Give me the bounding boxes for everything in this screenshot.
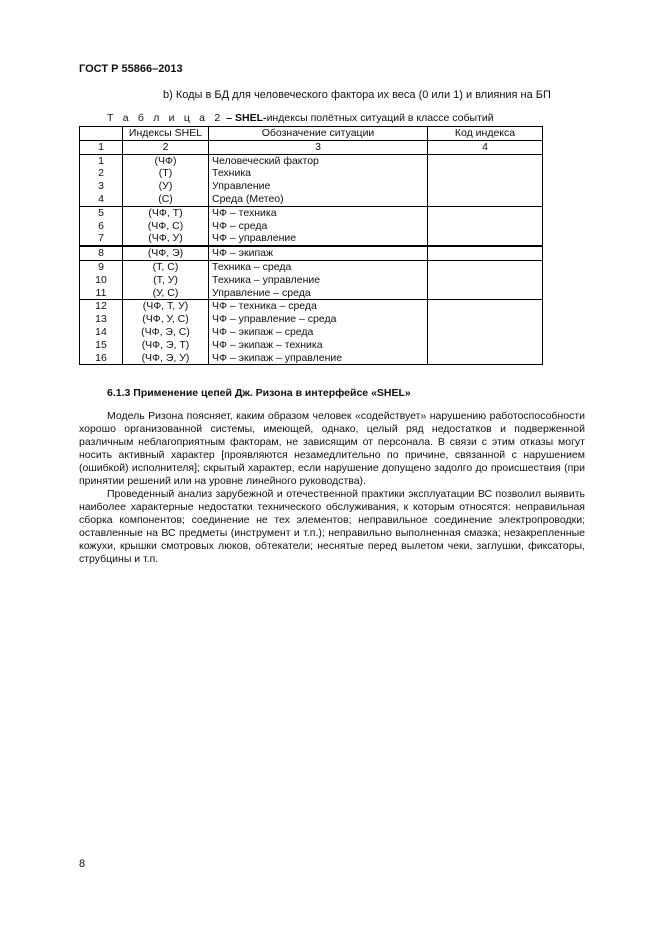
section-title: 6.1.3 Применение цепей Дж. Ризона в интерфейсе «SHEL» [107,387,411,399]
cell-line: ЧФ – экипаж – управление [212,351,343,364]
numbering-cell: 4 [428,140,543,154]
cell-line: 8 [98,247,104,260]
cell-line: 15 [95,338,107,351]
cell-line: (ЧФ, Э, С) [141,325,190,338]
cell-line: (Т, С) [152,260,179,273]
row-code-cell [428,260,543,299]
cell-line: ЧФ – экипаж [212,247,274,260]
table-row [80,246,543,260]
cell-line: 11 [95,286,107,299]
row-situations-cell [209,260,428,299]
row-situations-cell [209,246,428,260]
row-indexes-cell [123,206,209,246]
cell-line: Техника – среда [212,260,292,273]
table-caption-rest: индексы полётных ситуаций в классе событий [266,112,494,124]
cell-line: (ЧФ, У, С) [142,313,189,326]
table-caption [107,112,494,124]
row-situations-cell [209,206,428,246]
cell-line: ЧФ – среда [212,219,268,232]
cell-line: 2 [98,167,104,180]
cell-line: ЧФ – экипаж – техника [212,338,323,351]
cell-line: 12 [95,300,107,313]
cell-line: 1 [98,154,104,167]
cell-line: (Т) [158,167,173,180]
table-caption-prefix: Т а б л и ц а 2 [107,112,224,124]
document-header: ГОСТ Р 55866–2013 [79,63,183,75]
cell-line: 6 [98,219,104,232]
row-numbers-cell [80,300,123,365]
table-row [80,206,543,246]
cell-line: Человеческий фактор [212,154,319,167]
cell-line: 10 [95,273,107,286]
numbering-cell: 2 [123,140,209,154]
table-header-row [80,127,543,141]
cell-line: (ЧФ, У) [148,232,183,245]
cell-line: (Т, У) [153,273,178,286]
page-number: 8 [79,858,86,870]
table-row [80,154,543,206]
header-cell-situation: Обозначение ситуации [209,127,428,141]
cell-line: 16 [95,351,107,364]
paragraph-maintenance-analysis: Проведенный анализ зарубежной и отечественной практики эксплуатации ВС позволил выявить наиболее характерные недостатки технического обслуживания, к которым относятся: неправильная сборка компонентов; соединение не тех элементов; неправильное соединение электропроводки; оставленные на ВС предметы (инструмент и т.п.); неправильно выполненная смазка; незакрепленные кожухи, крышки смотровых люков, обтекатели; неснятые перед вылетом чеки, заглушки, фиксаторы, струбцины и т.п. [79,488,585,566]
table-row [80,300,543,365]
row-indexes-cell [123,246,209,260]
cell-line: ЧФ – техника [212,206,277,219]
cell-line: 4 [98,192,104,205]
header-cell-number [80,127,123,141]
row-numbers-cell [80,154,123,206]
cell-line: 14 [95,325,107,338]
paragraph-reason-model: Модель Ризона поясняет, каким образом человек «содействует» нарушению работоспособности хорошо организованной системы, имеющей, однако, целый ряд недостатков и подверженной различным неблагоприятным факторам, не зависящим от персонала. В связи с этим отказы могут носить активный характер [проявляются незамедлительно по причине, связанной с нарушением (ошибкой) исполнителя]; скрытый характер, если нарушение допущено задолго до происшествия (при принятии решений или на уровне линейного руководства). [79,410,585,488]
table-row [80,260,543,299]
cell-line: ЧФ – техника – среда [212,300,317,313]
cell-line: ЧФ – управление – среда [212,313,337,326]
row-code-cell [428,206,543,246]
row-code-cell [428,154,543,206]
cell-line: (ЧФ, Э, У) [141,351,190,364]
header-cell-code: Код индекса [428,127,543,141]
row-situations-cell [209,154,428,206]
row-situations-cell [209,300,428,365]
cell-line: 13 [95,313,107,326]
row-code-cell [428,246,543,260]
cell-line: (ЧФ, С) [147,219,184,232]
row-numbers-cell [80,260,123,299]
numbering-cell: 3 [209,140,428,154]
numbering-cell: 1 [80,140,123,154]
cell-line: (ЧФ, Э, Т) [141,338,190,351]
cell-line: (ЧФ, Т) [148,206,183,219]
shel-index-table [79,126,543,365]
cell-line: 7 [98,232,104,245]
row-indexes-cell [123,260,209,299]
cell-line: Техника [212,167,252,180]
cell-line: (ЧФ, Э) [147,247,184,260]
cell-line: Управление – среда [212,286,311,299]
cell-line: 5 [98,206,104,219]
list-item-subtitle: b) Коды в БД для человеческого фактора их веса (0 или 1) и влияния на БП [163,89,551,101]
cell-line: ЧФ – управление [212,232,297,245]
table-numbering-row [80,140,543,154]
cell-line: (У, С) [152,286,179,299]
row-code-cell [428,300,543,365]
cell-line: Среда (Метео) [212,192,284,205]
cell-line: (У) [158,180,173,193]
cell-line: ЧФ – экипаж – среда [212,325,314,338]
row-numbers-cell [80,246,123,260]
cell-line: Управление [212,180,271,193]
header-cell-indexes: Индексы SHEL [123,127,209,141]
cell-line: Техника – управление [212,273,321,286]
row-indexes-cell [123,154,209,206]
table-caption-bold: – SHEL- [223,112,267,124]
row-numbers-cell [80,206,123,246]
cell-line: (ЧФ) [154,154,177,167]
cell-line: 9 [98,260,104,273]
cell-line: 3 [98,180,104,193]
row-indexes-cell [123,300,209,365]
cell-line: (ЧФ, Т, У) [142,300,189,313]
cell-line: (С) [158,192,173,205]
